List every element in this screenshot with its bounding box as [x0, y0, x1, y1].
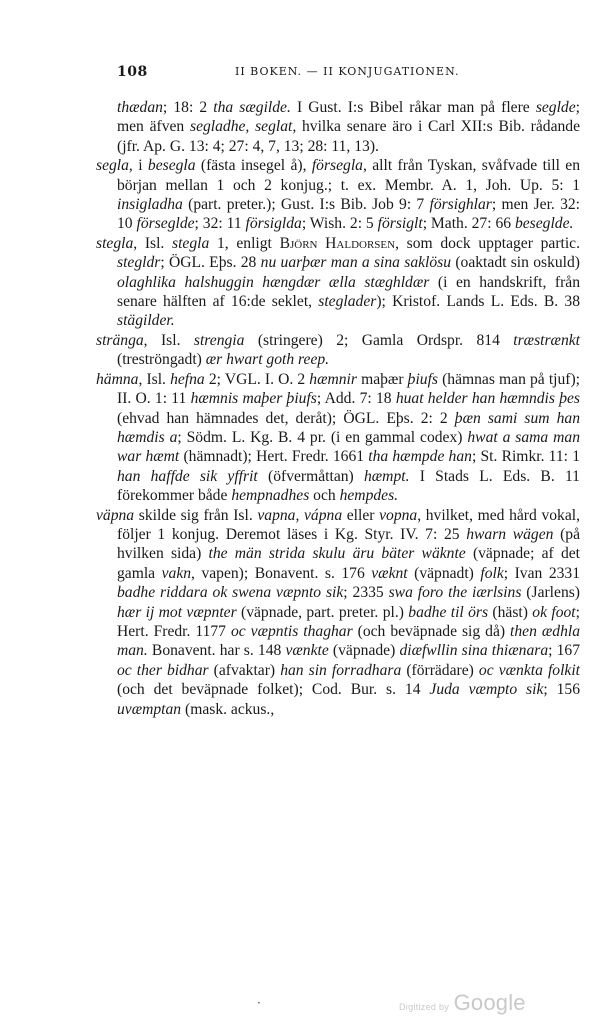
- italic-text: han haffde sik yffrit: [117, 467, 258, 485]
- text-run: ; Hert. Fredr. 1177: [117, 603, 580, 640]
- italic-text: swa foro the iærlsins: [388, 584, 522, 602]
- entry-stegla: [96, 234, 580, 331]
- text-run: (part. preter.); Gust. I:s Bib. Job 9: 7: [182, 196, 430, 214]
- text-run: ; St. Rimkr. 11: 1: [471, 448, 580, 466]
- italic-text: þiufs: [407, 370, 438, 388]
- italic-text: Juda væmpto sik: [429, 681, 544, 699]
- italic-text: hæmnis maþer þiufs: [190, 390, 317, 408]
- entry-vapna: [96, 506, 580, 719]
- italic-text: stegldr: [117, 254, 161, 272]
- italic-text: tha hæmpde han: [368, 448, 472, 466]
- text-run: 2; VGL. I. O. 2: [204, 370, 310, 388]
- text-run: maþær: [356, 370, 408, 388]
- page-body: [96, 98, 580, 719]
- text-run: (och beväpnade sig då): [352, 622, 511, 640]
- italic-text: vopna: [379, 506, 418, 524]
- italic-text: nu uarþær man a sina saklösu: [260, 254, 452, 272]
- italic-text: hefna: [170, 370, 205, 388]
- italic-text: hæmpt.: [363, 467, 410, 485]
- italic-text: stränga: [96, 331, 144, 349]
- text-run: , allt från Tyskan, svåfvade till en början mellan 1 och 2 konjug.; t. ex. Membr. A. 1, Joh. Up. 5: 1: [117, 157, 581, 194]
- small-caps-text: Björn Haldorsen: [279, 234, 396, 252]
- text-run: , i: [128, 157, 148, 175]
- entry-stranga: [96, 331, 580, 370]
- italic-text: försegla: [311, 157, 363, 175]
- italic-text: hæmnir: [309, 370, 357, 388]
- italic-text: badhe til örs: [408, 603, 489, 621]
- italic-text: insigladha: [117, 196, 183, 214]
- italic-text: hær ij mot væpnter: [117, 603, 237, 621]
- text-run: ; Add. 7: 18: [316, 390, 396, 408]
- italic-text: försiglt: [377, 215, 423, 233]
- text-run: ; ÖGL. Eþs. 28: [160, 254, 261, 272]
- italic-text: beseglde.: [514, 215, 574, 233]
- italic-text: ok foot: [532, 603, 576, 621]
- text-run: I Stads L. Eds. B. 11 förekommer både: [117, 467, 580, 505]
- italic-text: strengia: [193, 331, 245, 349]
- italic-text: vænkte: [285, 642, 329, 660]
- italic-text: hwat a sama man war hæmt: [117, 428, 580, 466]
- italic-text: försighlar: [429, 196, 492, 214]
- text-run: (hämnas man på tjuf); II. O. 1: 11: [117, 370, 581, 408]
- text-run: (öfvermåttan): [257, 467, 364, 485]
- italic-text: oc væpntis thaghar: [230, 622, 353, 640]
- italic-text: thædan: [117, 99, 163, 116]
- italic-text: træstrænkt: [513, 331, 581, 349]
- text-run: (oaktadt sin oskuld): [451, 254, 580, 272]
- italic-text: ær hwart goth reep.: [205, 351, 330, 369]
- italic-text: han sin forradhara: [280, 661, 402, 679]
- text-run: (väpnade; af det gamla: [117, 545, 580, 582]
- italic-text: væknt: [371, 564, 408, 582]
- italic-text: tha sægilde.: [213, 99, 291, 116]
- text-run: ; Södm. L. Kg. B. 4 pr. (i en gammal codex): [177, 428, 468, 446]
- italic-text: vakn: [161, 564, 192, 582]
- italic-text: seglde: [535, 99, 576, 116]
- italic-text: stegla: [172, 234, 210, 252]
- text-run: (och det beväpnade folket); Cod. Bur. s. 14: [117, 681, 430, 699]
- text-run: ; men äfven: [117, 99, 580, 136]
- italic-text: segla: [96, 157, 129, 175]
- italic-text: hempdes.: [339, 487, 399, 505]
- text-run: (väpnade, part. preter. pl.): [236, 603, 409, 621]
- italic-text: segladhe, seglat,: [190, 118, 297, 136]
- text-run: (förrädare): [401, 661, 479, 679]
- text-run: (treströngadt): [117, 351, 206, 369]
- text-run: , hvilket, med hård vokal, följer 1 konjug. Deremot läses i Kg. Styr. IV. 7: 25: [117, 506, 580, 543]
- text-run: (afvaktar): [208, 661, 281, 679]
- italic-text: uvæmptan: [117, 700, 182, 718]
- text-run: ; 32: 11: [194, 215, 246, 233]
- text-run: (väpnadt): [407, 564, 481, 582]
- text-run: skilde sig från Isl.: [134, 506, 258, 524]
- text-run: (på hvilken sida): [117, 525, 580, 563]
- text-run: ; Wish. 2: 5: [301, 215, 378, 233]
- italic-text: oc vænkta folkit: [478, 661, 581, 679]
- text-run: och: [309, 487, 340, 505]
- stray-mark: ·: [257, 996, 261, 1010]
- google-logo: Google: [453, 990, 526, 1015]
- text-run: , Isl.: [143, 331, 194, 349]
- entry-segla: [96, 156, 580, 234]
- italic-text: folk: [480, 564, 504, 582]
- italic-text: badhe riddara ok swena væpnto sik: [117, 584, 344, 602]
- italic-text: försiglda: [245, 215, 302, 233]
- italic-text: stägilder.: [117, 312, 175, 330]
- italic-text: hwarn wägen: [466, 525, 554, 543]
- text-run: (hämnadt); Hert. Fredr. 1661: [179, 448, 369, 466]
- text-run: (väpnade): [328, 642, 400, 660]
- italic-text: oc ther bidhar: [117, 661, 209, 679]
- text-run: Bonavent. har s. 148: [147, 642, 286, 660]
- text-run: (fästa insegel å),: [195, 157, 312, 175]
- italic-text: hempnadhes: [231, 487, 310, 505]
- text-run: ; 18: 2: [162, 99, 214, 116]
- text-run: ; Ivan 2331: [503, 564, 581, 582]
- italic-text: þæn sami sum han hæmdis a: [117, 409, 580, 446]
- text-run: , Isl.: [138, 370, 171, 388]
- text-run: 1, enligt: [209, 234, 280, 252]
- text-run: (Jarlens): [521, 584, 580, 602]
- text-run: I Gust. I:s Bibel råkar man på flere: [290, 99, 536, 116]
- italic-text: olaghlika halshuggin hængdær ælla stæghldær: [117, 273, 430, 291]
- text-run: hvilka senare äro i Carl XII:s Bib. rådande (jfr. Ap. G. 13: 4; 27: 4, 7, 13; 28: 11, 13).: [117, 118, 580, 155]
- text-run: eller: [342, 506, 380, 524]
- text-run: (mask. ackus.,: [181, 700, 275, 718]
- text-run: (häst): [488, 603, 533, 621]
- text-run: ; Math. 27: 66: [422, 215, 515, 233]
- text-run: , vapen); Bonavent. s. 176: [191, 564, 372, 582]
- text-run: , som dock upptager partic.: [395, 234, 581, 252]
- italic-text: diæfwllin sina thiænara: [399, 642, 549, 660]
- text-run: ; 2335: [343, 584, 389, 602]
- text-run: ; men Jer. 32: 10: [117, 196, 580, 233]
- italic-text: the män strida skulu äru bäter wäknte: [208, 545, 466, 563]
- page-number: 108: [117, 64, 148, 80]
- italic-text: vapna, vápna: [257, 506, 343, 524]
- italic-text: väpna: [96, 506, 135, 524]
- text-run: , Isl.: [133, 234, 173, 252]
- text-run: (i en handskrift, från senare hälften af 16:de seklet,: [117, 273, 580, 311]
- italic-text: hämna: [96, 370, 139, 388]
- italic-text: besegla: [147, 157, 196, 175]
- italic-text: stegla: [96, 234, 134, 252]
- text-run: ; 156: [543, 681, 580, 699]
- text-run: ); Kristof. Lands L. Eds. B. 38: [376, 293, 580, 311]
- text-run: (stringere) 2; Gamla Ordspr. 814: [244, 331, 514, 349]
- text-run: ; 167: [548, 642, 581, 660]
- italic-text: huat helder han hæmndis þes: [395, 390, 580, 408]
- italic-text: then ædhla man.: [117, 622, 580, 660]
- text-run: (ehvad han hämnades det, deråt); ÖGL. Eþs. 2: 2: [117, 409, 455, 427]
- google-watermark: [399, 990, 526, 1016]
- watermark-prefix: Digitized by: [399, 1002, 450, 1012]
- italic-text: förseglde: [136, 215, 195, 233]
- entry-hamna: [96, 370, 580, 506]
- italic-text: steglader: [318, 293, 377, 311]
- running-title: II BOKEN. — II KONJUGATIONEN.: [235, 65, 460, 78]
- paragraph-continuation: [96, 98, 580, 156]
